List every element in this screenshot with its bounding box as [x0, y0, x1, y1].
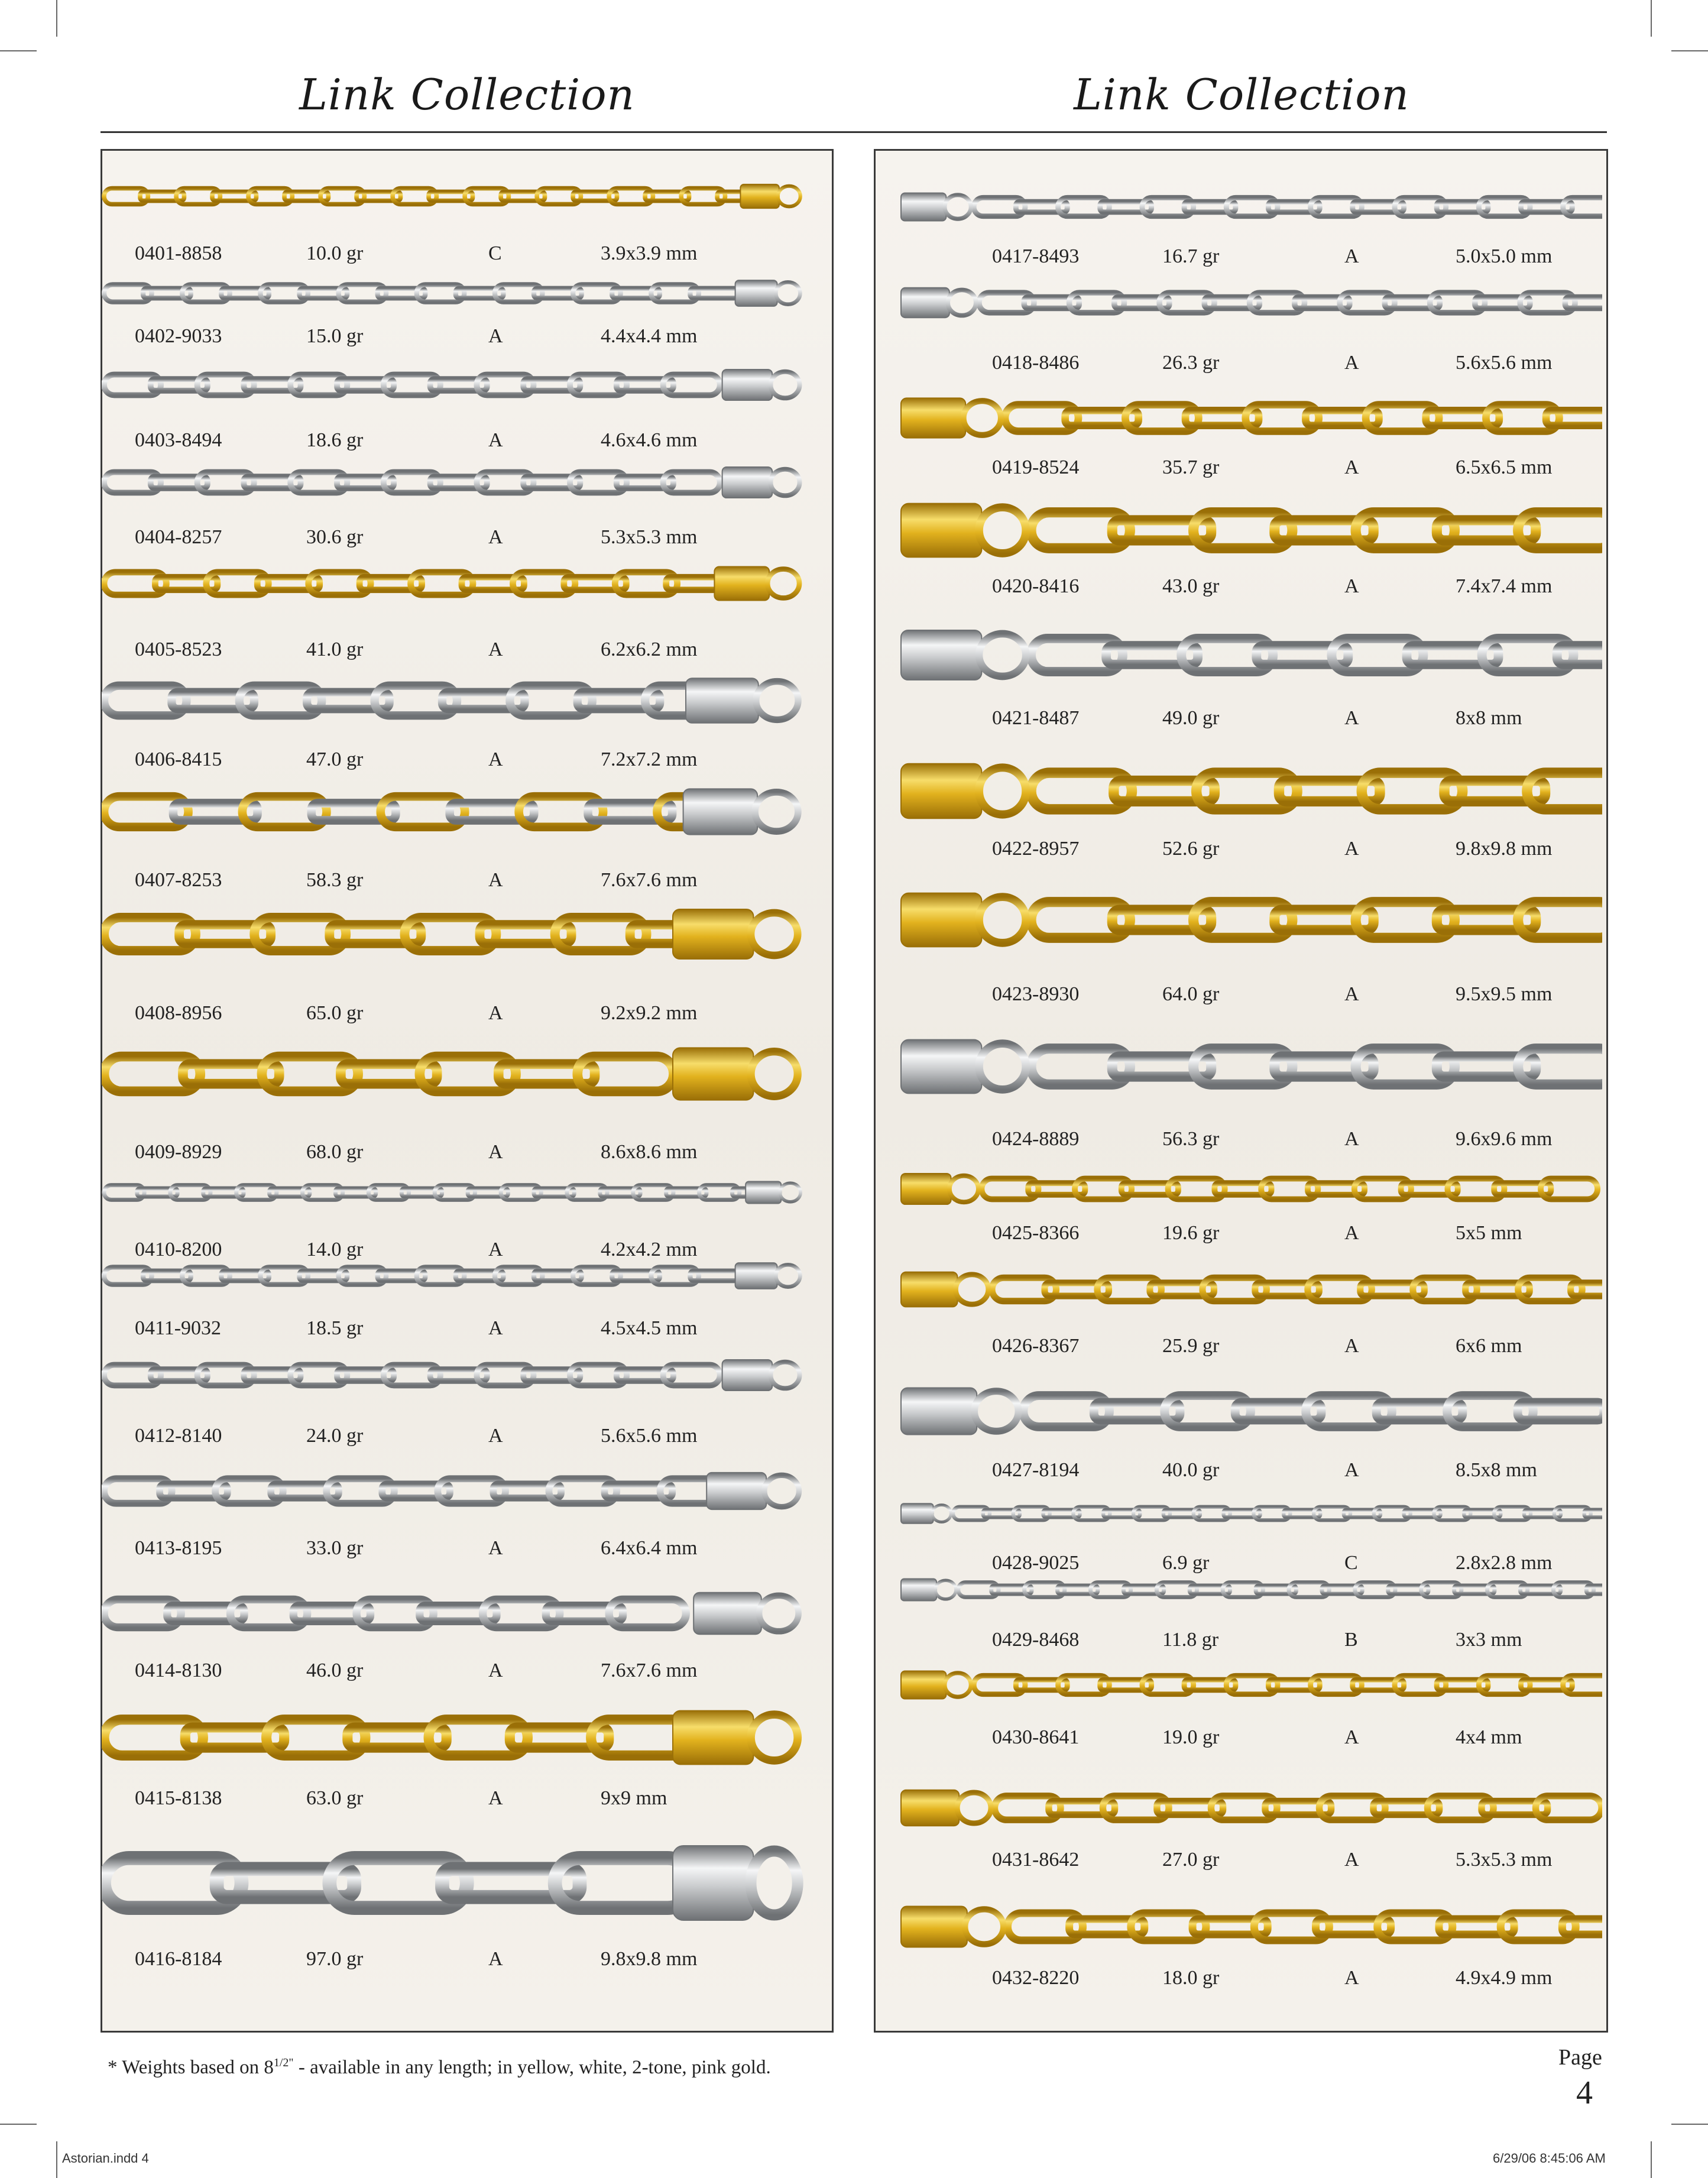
file-slug: Astorian.indd 4 — [62, 2151, 149, 2166]
crop-mark — [56, 2141, 57, 2178]
chain-image — [899, 888, 1602, 952]
product-weight: 18.6 gr — [306, 429, 364, 451]
chain-image — [899, 1171, 1602, 1207]
lobster-clasp — [722, 370, 773, 400]
clasp-ring — [945, 1673, 971, 1697]
product-grade: A — [1344, 1128, 1359, 1150]
product-size: 5.6x5.6 mm — [1456, 352, 1553, 374]
chain-image — [899, 1902, 1602, 1951]
product-weight: 27.0 gr — [1162, 1849, 1220, 1871]
product-grade: A — [1344, 707, 1359, 729]
product-code: 0421-8487 — [992, 707, 1080, 729]
crop-mark — [1671, 50, 1708, 51]
page-number: 4 — [1576, 2075, 1593, 2111]
chain-svg — [102, 1839, 805, 1927]
product-code: 0430-8641 — [992, 1726, 1080, 1748]
chain-image — [899, 1577, 1602, 1603]
chain-link — [1518, 1049, 1602, 1085]
clasp-ring — [776, 282, 800, 304]
product-code: 0411-9032 — [135, 1317, 222, 1339]
chain-svg — [102, 674, 805, 727]
lobster-clasp — [735, 1263, 777, 1289]
product-size: 4.5x4.5 mm — [601, 1317, 698, 1339]
clasp-ring — [979, 507, 1026, 553]
clasp-ring — [949, 1176, 978, 1203]
crop-mark — [0, 50, 37, 51]
product-code: 0403-8494 — [135, 429, 222, 451]
lobster-clasp — [901, 1671, 946, 1699]
product-size: 4.9x4.9 mm — [1456, 1967, 1553, 1989]
product-weight: 19.0 gr — [1162, 1726, 1220, 1748]
product-weight: 58.3 gr — [306, 869, 364, 891]
product-size: 9.5x9.5 mm — [1456, 983, 1553, 1005]
product-weight: 14.0 gr — [306, 1239, 364, 1260]
product-weight: 25.9 gr — [1162, 1335, 1220, 1357]
product-grade: A — [1344, 575, 1359, 597]
product-grade: C — [488, 242, 502, 264]
product-grade: C — [1344, 1552, 1358, 1574]
clasp-ring — [979, 634, 1026, 676]
clasp-ring — [957, 1793, 991, 1823]
product-grade: B — [1344, 1629, 1358, 1651]
product-grade: A — [488, 1660, 503, 1681]
lobster-clasp — [901, 1579, 936, 1601]
product-size: 9.6x9.6 mm — [1456, 1128, 1553, 1150]
product-code: 0432-8220 — [992, 1967, 1080, 1989]
product-weight: 40.0 gr — [1162, 1459, 1220, 1481]
product-code: 0401-8858 — [135, 242, 222, 264]
clasp-ring — [770, 372, 799, 398]
lobster-clasp — [901, 893, 981, 947]
chain-image — [102, 1260, 805, 1291]
product-code: 0418-8486 — [992, 352, 1080, 374]
chain-image — [102, 905, 805, 964]
chain-svg — [102, 367, 805, 403]
chain-image — [899, 1787, 1602, 1829]
product-code: 0427-8194 — [992, 1459, 1080, 1481]
product-weight: 97.0 gr — [306, 1948, 364, 1970]
lobster-clasp — [673, 1048, 753, 1100]
chain-svg — [102, 1589, 805, 1638]
chain-image — [899, 1668, 1602, 1701]
chain-image — [102, 1357, 805, 1393]
footnote-superscript: 1/2" — [273, 2056, 294, 2069]
chain-svg — [102, 1469, 805, 1513]
product-grade: A — [1344, 838, 1359, 860]
product-grade: A — [1344, 352, 1359, 374]
product-grade: A — [488, 1141, 503, 1163]
clasp-ring — [755, 792, 798, 831]
lobster-clasp — [673, 909, 753, 959]
chain-image — [102, 464, 805, 501]
product-size: 3x3 mm — [1456, 1629, 1522, 1651]
product-weight: 43.0 gr — [1162, 575, 1220, 597]
product-weight: 47.0 gr — [306, 748, 364, 770]
product-code: 0407-8253 — [135, 869, 222, 891]
chain-image — [102, 674, 805, 727]
chain-image — [102, 1043, 805, 1105]
clasp-ring — [965, 1909, 1003, 1944]
lobster-clasp — [901, 1272, 957, 1307]
crop-mark — [1671, 2124, 1708, 2125]
chain-link — [1527, 773, 1602, 809]
product-grade: A — [488, 429, 503, 451]
product-weight: 56.3 gr — [1162, 1128, 1220, 1150]
clasp-ring — [935, 1580, 956, 1599]
product-code: 0415-8138 — [135, 1787, 222, 1809]
lobster-clasp — [746, 1182, 781, 1204]
product-grade: A — [1344, 245, 1359, 267]
product-size: 4.2x4.2 mm — [601, 1239, 698, 1260]
product-weight: 65.0 gr — [306, 1002, 364, 1024]
product-code: 0410-8200 — [135, 1239, 222, 1260]
product-size: 7.4x7.4 mm — [1456, 575, 1553, 597]
product-code: 0409-8929 — [135, 1141, 222, 1163]
product-weight: 46.0 gr — [306, 1660, 364, 1681]
lobster-clasp — [714, 566, 769, 600]
chain-image — [102, 182, 805, 210]
product-size: 6x6 mm — [1456, 1335, 1522, 1357]
chain-svg — [102, 905, 805, 964]
product-code: 0429-8468 — [992, 1629, 1080, 1651]
product-weight: 33.0 gr — [306, 1537, 364, 1559]
chain-svg — [102, 1260, 805, 1291]
chain-link — [1518, 902, 1602, 938]
product-size: 7.2x7.2 mm — [601, 748, 698, 770]
chain-svg — [102, 785, 805, 839]
footnote-text: * Weights based on 8 — [108, 2057, 274, 2078]
product-grade: A — [1344, 1222, 1359, 1244]
clasp-ring — [778, 186, 800, 207]
chain-image — [899, 498, 1602, 562]
chain-svg — [102, 563, 805, 604]
product-grade: A — [488, 325, 503, 347]
lobster-clasp — [901, 398, 965, 437]
lobster-clasp — [901, 1388, 977, 1435]
chain-link — [1571, 1283, 1602, 1296]
lobster-clasp — [722, 1360, 773, 1391]
product-grade: A — [488, 1317, 503, 1339]
product-code: 0408-8956 — [135, 1002, 222, 1024]
clasp-ring — [751, 913, 798, 955]
product-code: 0431-8642 — [992, 1849, 1080, 1871]
product-grade: A — [1344, 1849, 1359, 1871]
chain-image — [899, 1035, 1602, 1098]
product-grade: A — [488, 869, 503, 891]
lobster-clasp — [735, 280, 777, 306]
product-code: 0423-8930 — [992, 983, 1080, 1005]
product-size: 5x5 mm — [1456, 1222, 1522, 1244]
clasp-ring — [751, 1714, 798, 1761]
chain-image — [102, 278, 805, 309]
chain-svg — [899, 1171, 1602, 1207]
product-code: 0404-8257 — [135, 526, 222, 548]
clasp-ring — [776, 1265, 800, 1286]
clasp-ring — [756, 682, 798, 720]
product-weight: 18.0 gr — [1162, 1967, 1220, 1989]
crop-mark — [56, 0, 57, 37]
clasp-ring — [948, 290, 976, 315]
clasp-ring — [974, 1391, 1018, 1431]
product-code: 0412-8140 — [135, 1425, 222, 1447]
product-size: 2.8x2.8 mm — [1456, 1552, 1553, 1574]
lobster-clasp — [901, 1907, 967, 1947]
product-size: 5.0x5.0 mm — [1456, 245, 1553, 267]
lobster-clasp — [901, 1040, 981, 1094]
left-column-title: Link Collection — [299, 70, 635, 119]
product-weight: 15.0 gr — [306, 325, 364, 347]
clasp-ring — [964, 401, 1001, 435]
chain-link — [1562, 1919, 1602, 1934]
product-size: 9.8x9.8 mm — [601, 1948, 698, 1970]
product-grade: A — [1344, 983, 1359, 1005]
weights-footnote — [108, 2056, 771, 2079]
chain-svg — [899, 394, 1602, 442]
right-column-title: Link Collection — [1074, 70, 1409, 119]
product-weight: 52.6 gr — [1162, 838, 1220, 860]
crop-mark — [1651, 0, 1652, 37]
product-code: 0426-8367 — [992, 1335, 1080, 1357]
product-grade: A — [488, 1239, 503, 1260]
product-code: 0416-8184 — [135, 1948, 222, 1970]
chain-link — [1546, 410, 1602, 425]
product-size: 5.3x5.3 mm — [601, 526, 698, 548]
product-size: 9x9 mm — [601, 1787, 667, 1809]
product-grade: A — [488, 748, 503, 770]
product-code: 0424-8889 — [992, 1128, 1080, 1150]
product-weight: 11.8 gr — [1162, 1629, 1219, 1651]
product-grade: A — [488, 1948, 503, 1970]
product-weight: 64.0 gr — [1162, 983, 1220, 1005]
product-size: 4.6x4.6 mm — [601, 429, 698, 451]
product-weight: 18.5 gr — [306, 1317, 364, 1339]
chain-svg — [102, 464, 805, 501]
clasp-ring — [979, 897, 1026, 943]
product-weight: 26.3 gr — [1162, 352, 1220, 374]
lobster-clasp — [673, 1846, 753, 1920]
chain-image — [102, 367, 805, 403]
product-size: 5.3x5.3 mm — [1456, 1849, 1553, 1871]
chain-svg — [102, 182, 805, 210]
lobster-clasp — [683, 789, 757, 834]
product-grade: A — [1344, 1335, 1359, 1357]
chain-link — [1563, 1675, 1602, 1694]
crop-mark — [0, 2124, 37, 2125]
product-grade: A — [1344, 1459, 1359, 1481]
footnote-text-rest: - available in any length; in yellow, white, 2-tone, pink gold. — [293, 2057, 771, 2078]
clasp-ring — [759, 1596, 799, 1631]
product-code: 0417-8493 — [992, 245, 1080, 267]
lobster-clasp — [693, 1593, 761, 1635]
product-size: 7.6x7.6 mm — [601, 1660, 698, 1681]
chain-svg — [899, 888, 1602, 952]
clasp-ring — [979, 1043, 1026, 1090]
clasp-ring — [770, 1362, 799, 1389]
product-code: 0428-9025 — [992, 1552, 1080, 1574]
clasp-ring — [767, 569, 799, 598]
product-grade: A — [1344, 456, 1359, 478]
clasp-ring — [955, 1275, 988, 1304]
product-grade: A — [488, 1002, 503, 1024]
product-code: 0414-8130 — [135, 1660, 222, 1681]
product-grade: A — [488, 1787, 503, 1809]
clasp-ring — [764, 1475, 799, 1506]
product-size: 3.9x3.9 mm — [601, 242, 698, 264]
product-size: 9.2x9.2 mm — [601, 1002, 698, 1024]
product-grade: A — [488, 1425, 503, 1447]
product-weight: 49.0 gr — [1162, 707, 1220, 729]
product-grade: A — [488, 1537, 503, 1559]
clasp-ring — [751, 1052, 798, 1097]
clasp-ring — [780, 1183, 800, 1202]
product-weight: 63.0 gr — [306, 1787, 364, 1809]
chain-svg — [102, 1179, 805, 1205]
product-code: 0419-8524 — [992, 456, 1080, 478]
lobster-clasp — [740, 184, 779, 208]
lobster-clasp — [901, 764, 981, 818]
chain-svg — [899, 190, 1602, 223]
clasp-ring — [770, 469, 799, 496]
chain-svg — [899, 1902, 1602, 1951]
chain-image — [102, 1839, 805, 1927]
lobster-clasp — [901, 1503, 934, 1524]
chain-image — [102, 1589, 805, 1638]
product-size: 8.6x8.6 mm — [601, 1141, 698, 1163]
product-weight: 30.6 gr — [306, 526, 364, 548]
chain-svg — [102, 1043, 805, 1105]
chain-link — [1565, 297, 1602, 308]
lobster-clasp — [901, 193, 946, 221]
clasp-ring — [751, 1851, 798, 1915]
clasp-ring — [932, 1505, 951, 1522]
chain-svg — [899, 1787, 1602, 1829]
product-code: 0420-8416 — [992, 575, 1080, 597]
product-size: 5.6x5.6 mm — [601, 1425, 698, 1447]
clasp-ring — [945, 195, 971, 219]
chain-link — [1557, 646, 1602, 665]
product-size: 6.5x6.5 mm — [1456, 456, 1553, 478]
product-size: 9.8x9.8 mm — [1456, 838, 1553, 860]
clasp-ring — [979, 767, 1026, 814]
chain-image — [899, 1269, 1602, 1310]
product-size: 6.2x6.2 mm — [601, 639, 698, 660]
chain-image — [102, 1469, 805, 1513]
product-code: 0413-8195 — [135, 1537, 222, 1559]
product-weight: 41.0 gr — [306, 639, 364, 660]
lobster-clasp — [673, 1711, 753, 1765]
product-grade: A — [488, 526, 503, 548]
product-weight: 19.6 gr — [1162, 1222, 1220, 1244]
chain-link — [1518, 513, 1602, 549]
product-size: 8.5x8 mm — [1456, 1459, 1537, 1481]
product-code: 0406-8415 — [135, 748, 222, 770]
product-size: 8x8 mm — [1456, 707, 1522, 729]
chain-svg — [899, 625, 1602, 685]
product-size: 7.6x7.6 mm — [601, 869, 698, 891]
chain-svg — [102, 1357, 805, 1393]
lobster-clasp — [706, 1473, 766, 1509]
lobster-clasp — [901, 504, 981, 558]
chain-svg — [102, 1706, 805, 1769]
product-code: 0422-8957 — [992, 838, 1080, 860]
chain-image — [899, 759, 1602, 824]
chain-link — [1563, 197, 1602, 216]
chain-link — [1584, 1510, 1602, 1518]
chain-image — [899, 1502, 1602, 1525]
lobster-clasp — [686, 678, 759, 723]
chain-svg — [899, 1577, 1602, 1603]
product-code: 0402-9033 — [135, 325, 222, 347]
product-weight: 35.7 gr — [1162, 456, 1220, 478]
product-weight: 24.0 gr — [306, 1425, 364, 1447]
chain-image — [102, 785, 805, 839]
chain-image — [899, 190, 1602, 223]
product-weight: 68.0 gr — [306, 1141, 364, 1163]
date-slug: 6/29/06 8:45:06 AM — [1493, 2151, 1606, 2166]
header-rule — [101, 131, 1607, 133]
chain-image — [899, 394, 1602, 442]
lobster-clasp — [901, 630, 981, 680]
product-code: 0405-8523 — [135, 639, 222, 660]
chain-svg — [899, 1383, 1602, 1439]
chain-image — [102, 563, 805, 604]
chain-image — [102, 1706, 805, 1769]
chain-svg — [899, 498, 1602, 562]
product-code: 0425-8366 — [992, 1222, 1080, 1244]
crop-mark — [1651, 2141, 1652, 2178]
chain-svg — [899, 1269, 1602, 1310]
product-size: 4x4 mm — [1456, 1726, 1522, 1748]
product-weight: 6.9 gr — [1162, 1552, 1210, 1574]
lobster-clasp — [901, 288, 949, 317]
chain-image — [102, 1179, 805, 1205]
product-grade: A — [1344, 1726, 1359, 1748]
chain-image — [899, 285, 1602, 320]
product-size: 4.4x4.4 mm — [601, 325, 698, 347]
chain-svg — [899, 1035, 1602, 1098]
product-grade: A — [488, 639, 503, 660]
page-label: Page — [1558, 2045, 1602, 2070]
chain-image — [899, 1383, 1602, 1439]
lobster-clasp — [901, 1174, 951, 1204]
lobster-clasp — [901, 1790, 959, 1826]
chain-svg — [899, 1502, 1602, 1525]
chain-svg — [102, 278, 805, 309]
chain-svg — [899, 759, 1602, 824]
product-size: 6.4x6.4 mm — [601, 1537, 698, 1559]
chain-image — [899, 625, 1602, 685]
product-weight: 16.7 gr — [1162, 245, 1220, 267]
product-weight: 10.0 gr — [306, 242, 364, 264]
chain-svg — [899, 1668, 1602, 1701]
chain-svg — [899, 285, 1602, 320]
product-grade: A — [1344, 1967, 1359, 1989]
lobster-clasp — [722, 467, 773, 498]
